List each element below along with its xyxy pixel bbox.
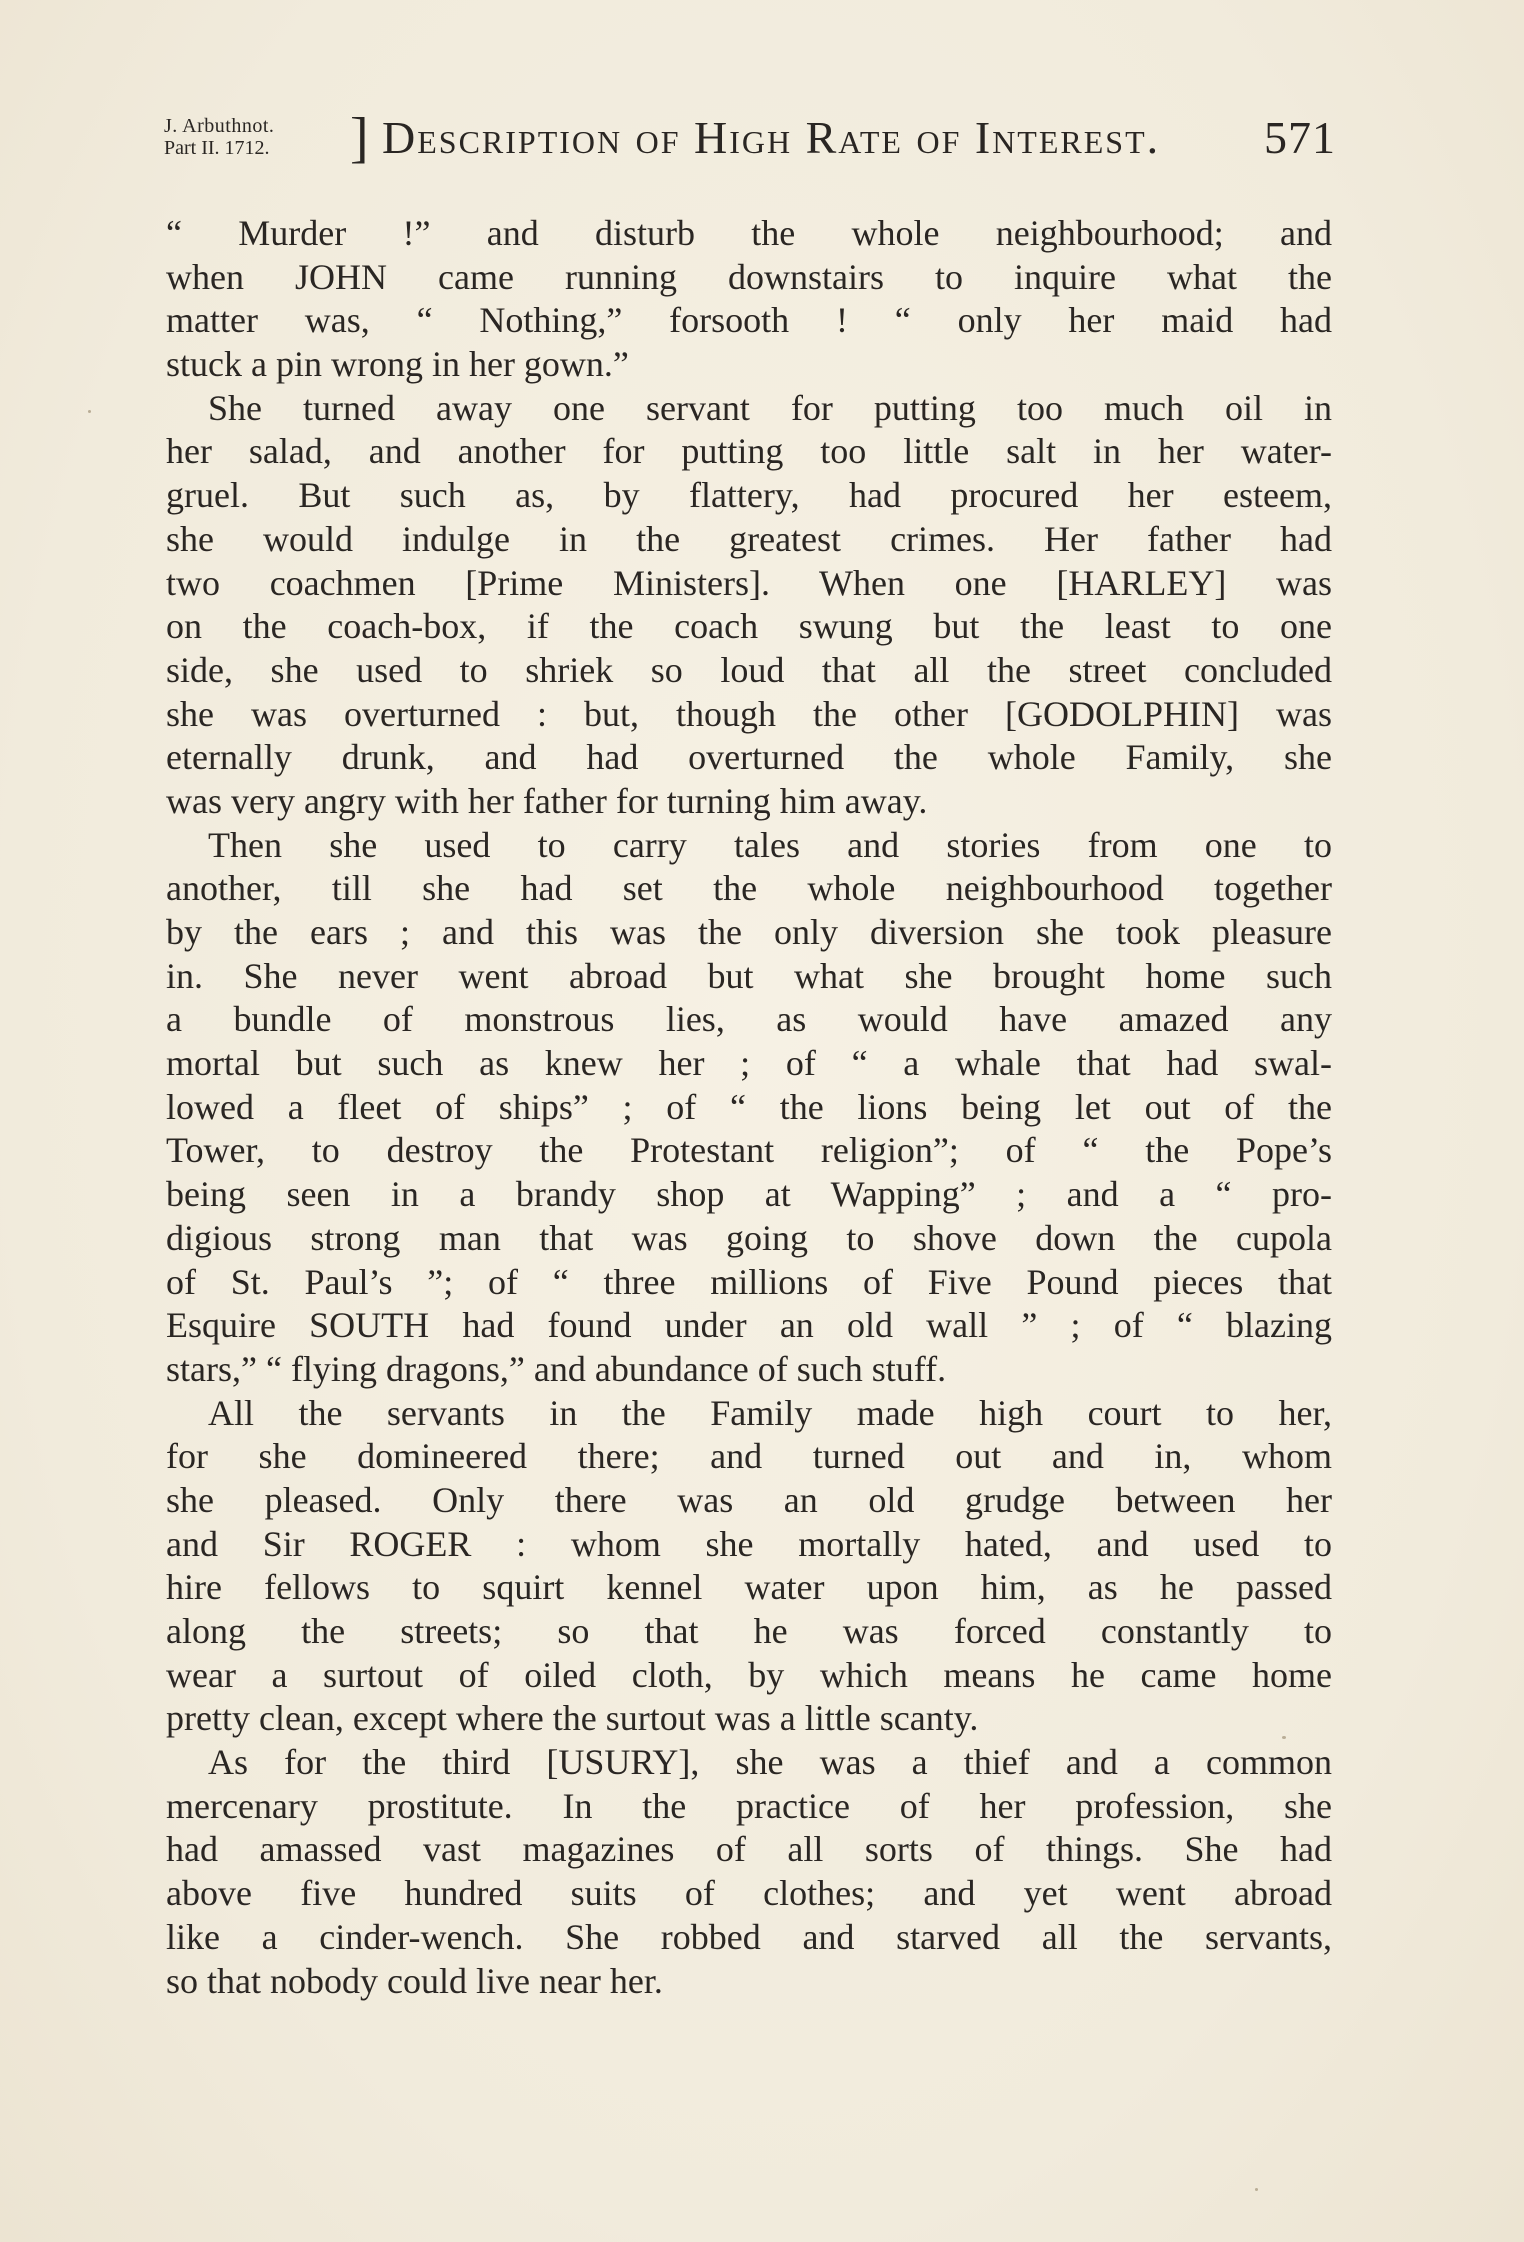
text-line: like a cinder-wench. She robbed and starved all the servants, [166,1916,1332,1957]
text-line: she pleased. Only there was an old grudge between her [166,1479,1332,1520]
text-line: gruel. But such as, by flattery, had procured her esteem, [166,475,1332,516]
text-line: Tower, to destroy the Protestant religion”; of “ the Pope’s [166,1130,1332,1171]
text-line: being seen in a brandy shop at Wapping” ; and a “ pro- [166,1174,1332,1215]
text-line: “ Murder !” and disturb the whole neighbourhood; and [166,213,1332,253]
text-line: so that nobody could live near her. [166,1960,663,2001]
text-line: mercenary prostitute. In the practice of her profession, she [166,1785,1332,1826]
text-line: side, she used to shriek so loud that all the street concluded [166,649,1332,690]
text-line: above five hundred suits of clothes; and yet went abroad [166,1873,1332,1914]
text-line: a bundle of monstrous lies, as would have amazed any [166,999,1332,1040]
paper-speck [1255,2188,1258,2191]
header-author: J. Arbuthnot. [164,115,275,137]
header-title: Description of High Rate of Interest. [382,112,1161,163]
text-line: stars,” “ flying dragons,” and abundance of such stuff. [166,1348,947,1389]
text-line: She turned away one servant for putting too much oil in [208,387,1332,428]
text-line: she would indulge in the greatest crimes. Her father had [166,518,1332,559]
text-line: she was overturned : but, though the other [GODOLPHIN] was [166,693,1332,734]
text-line: and Sir ROGER : whom she mortally hated, and used to [166,1523,1332,1564]
text-line: Esquire SOUTH had found under an old wall ” ; of “ blazing [166,1305,1332,1346]
text-line: As for the third [USURY], she was a thief and a common [208,1742,1332,1783]
text-line: for she domineered there; and turned out and in, whom [166,1436,1332,1477]
body-text [166,212,1332,2003]
running-header [160,108,1340,178]
text-line: had amassed vast magazines of all sorts of things. She had [166,1829,1332,1870]
header-part-year: Part II. 1712. [164,137,270,159]
text-line: mortal but such as knew her ; of “ a whale that had swal- [166,1043,1332,1084]
text-line: matter was, “ Nothing,” forsooth ! “ only her maid had [166,300,1332,341]
text-line: Then she used to carry tales and stories from one to [208,824,1332,865]
text-line: wear a surtout of oiled cloth, by which means he came home [166,1654,1332,1695]
text-line: lowed a fleet of ships” ; of “ the lions being let out of the [166,1086,1332,1127]
header-bracket: ] [350,107,369,169]
text-line: on the coach-box, if the coach swung but the least to one [166,606,1332,647]
text-line: pretty clean, except where the surtout was a little scanty. [166,1698,979,1739]
text-line: two coachmen [Prime Ministers]. When one [HARLEY] was [166,562,1332,603]
text-line: in. She never went abroad but what she brought home such [166,955,1332,996]
text-line: digious strong man that was going to shove down the cupola [166,1217,1332,1258]
text-line: along the streets; so that he was forced constantly to [166,1611,1332,1651]
paper-speck [1282,1736,1286,1739]
text-line: stuck a pin wrong in her gown.” [166,344,629,385]
text-line: another, till she had set the whole neighbourhood together [166,868,1332,909]
page-number: 571 [1264,112,1336,163]
text-line: hire fellows to squirt kennel water upon him, as he passed [166,1567,1332,1608]
text-line: of St. Paul’s ”; of “ three millions of Five Pound pieces that [166,1261,1332,1302]
text-line: her salad, and another for putting too little salt in her water- [166,431,1332,472]
text-line: when JOHN came running downstairs to inquire what the [166,256,1332,297]
paper-speck [88,410,91,413]
text-line: eternally drunk, and had overturned the whole Family, she [166,737,1332,778]
text-line: was very angry with her father for turning him away. [166,780,928,821]
text-line: All the servants in the Family made high court to her, [208,1392,1332,1433]
text-line: by the ears ; and this was the only diversion she took pleasure [166,912,1332,952]
